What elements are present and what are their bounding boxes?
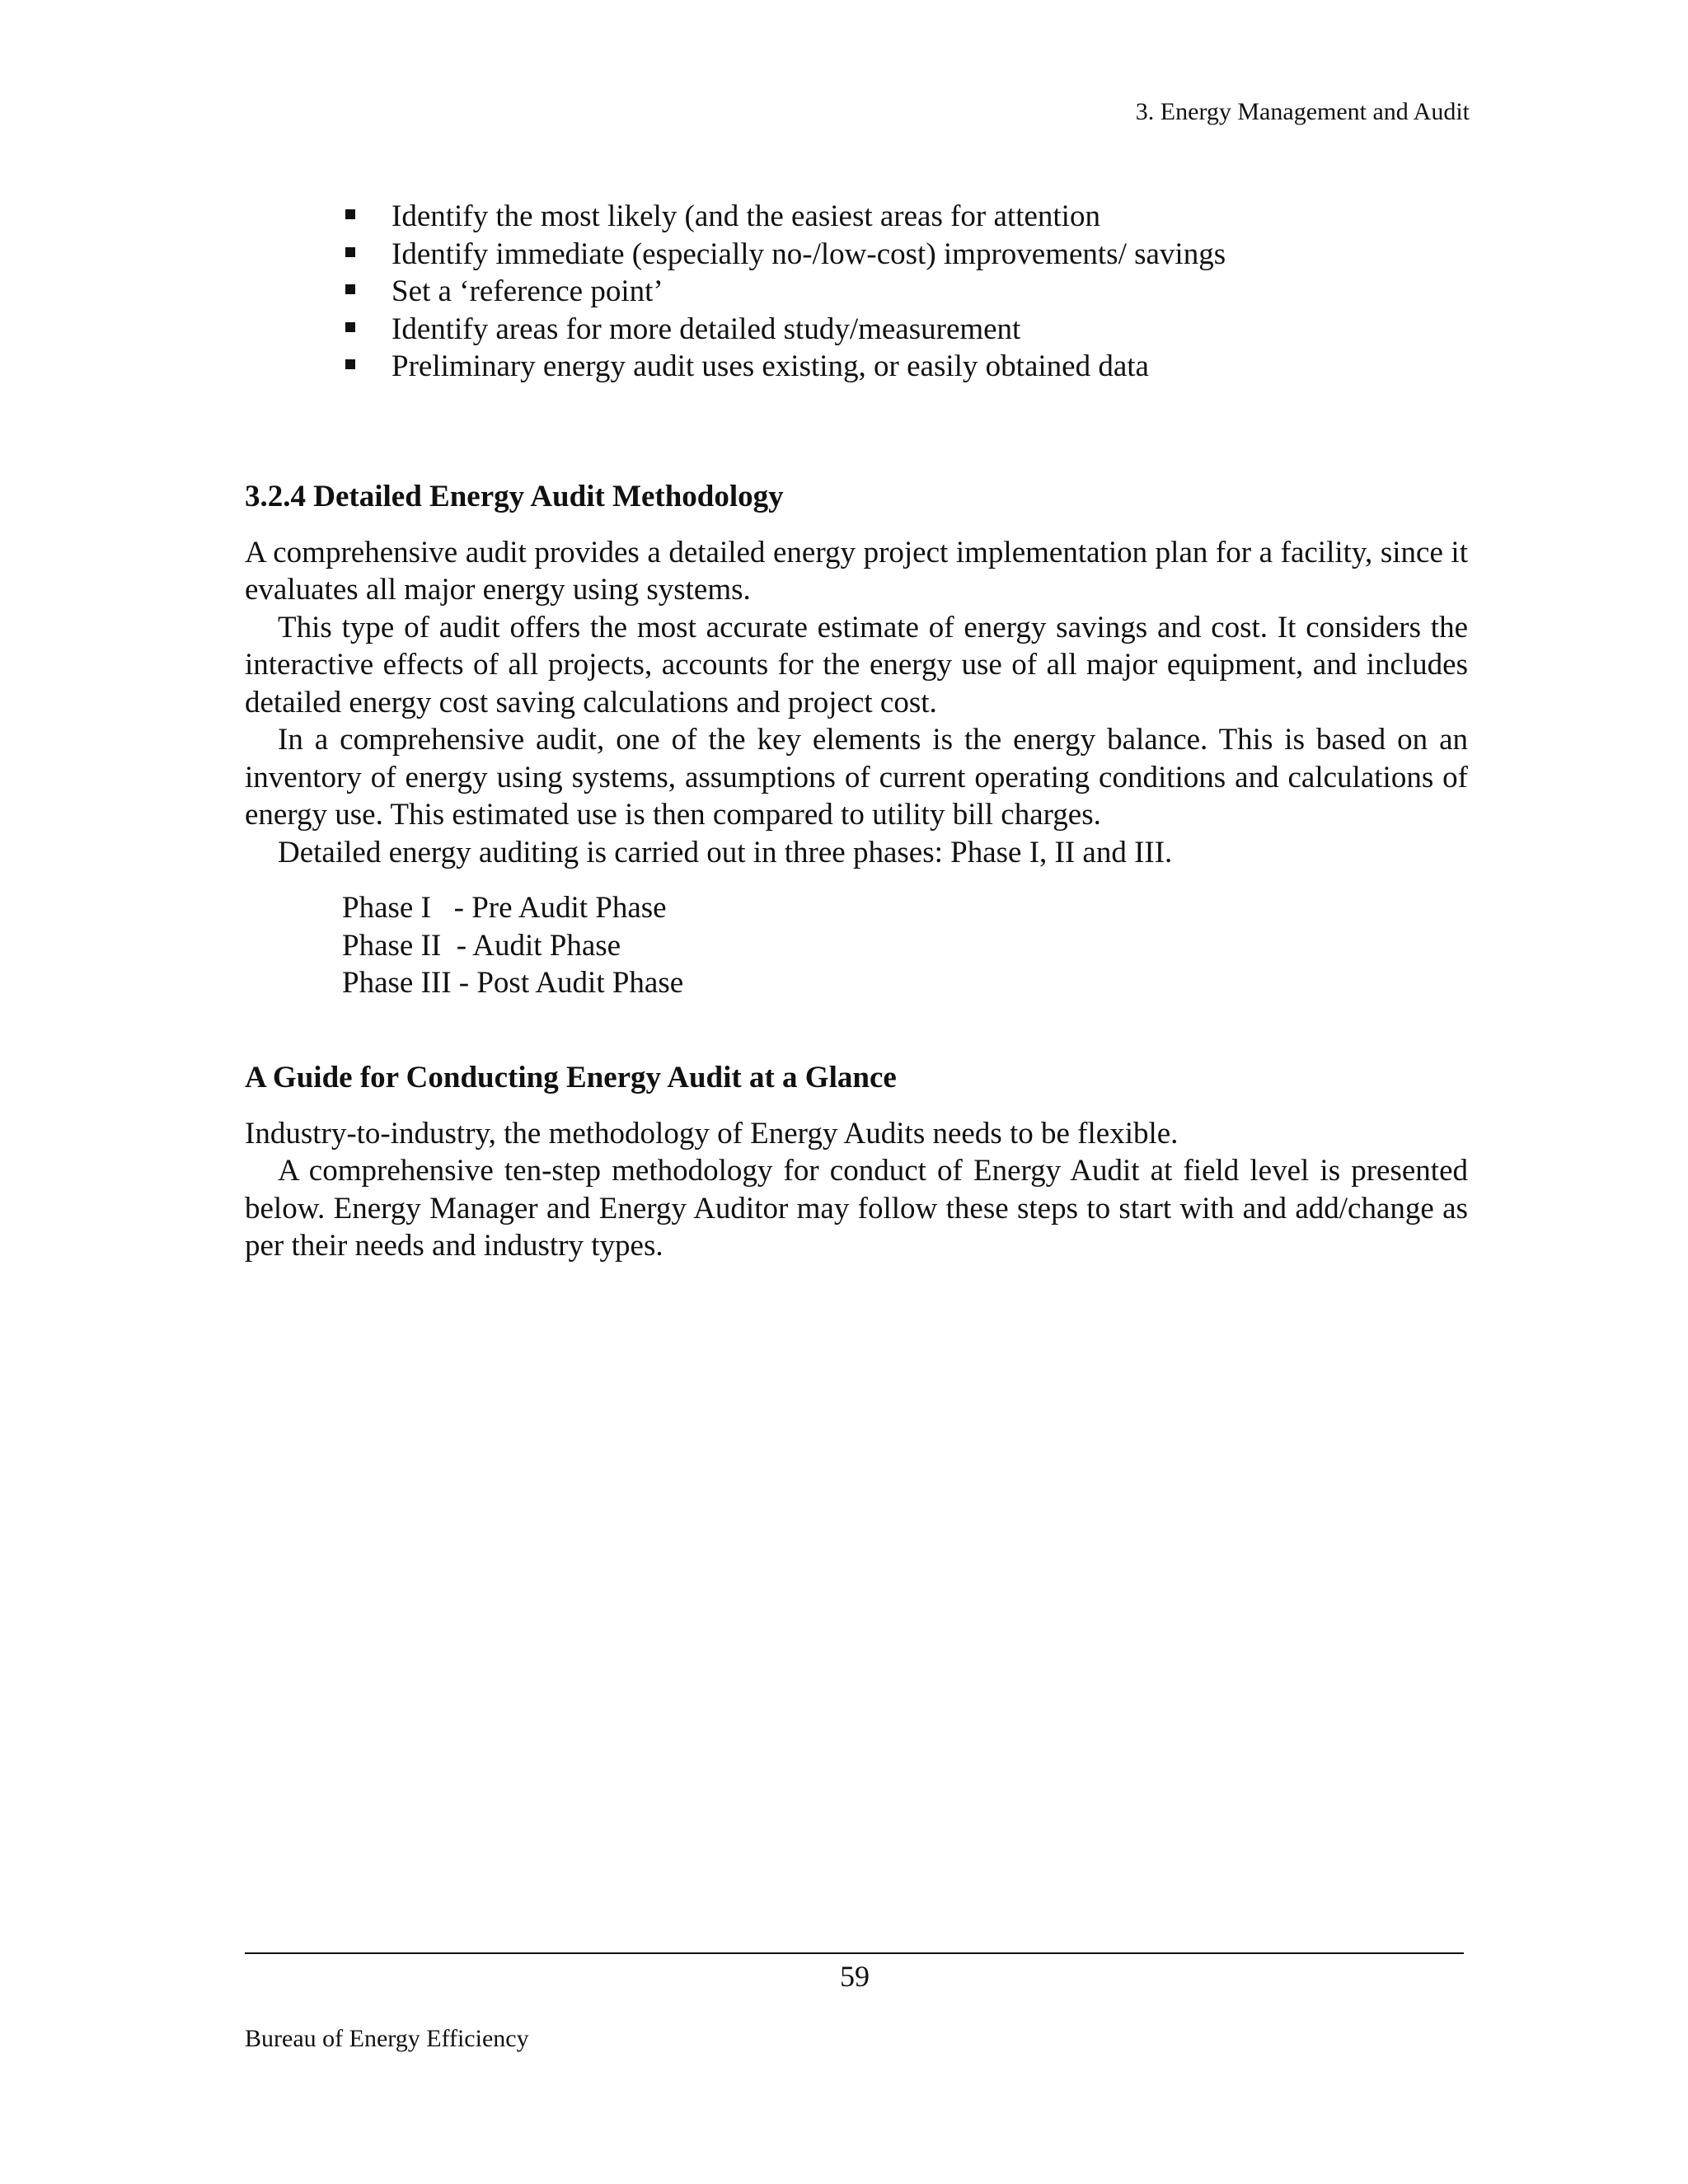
list-item — [342, 198, 1226, 236]
section-detailed-audit-methodology — [245, 478, 1468, 1002]
paragraph: Detailed energy auditing is carried out in three phases: Phase I, II and III. — [278, 835, 1173, 869]
section-heading: 3.2.4 Detailed Energy Audit Methodology — [245, 480, 784, 513]
list-item-text: Preliminary energy audit uses existing, or easily obtained data — [392, 349, 1149, 383]
running-header: 3. Energy Management and Audit — [1135, 98, 1470, 125]
paragraph: Industry-to-industry, the methodology of Energy Audits needs to be flexible. — [245, 1116, 1179, 1151]
paragraph: A comprehensive ten-step methodology for conduct of Energy Audit at field level is presented below. Energy Manager and Energy Auditor may follow these steps to start with and add/change as per their needs and industry types. — [245, 1154, 1468, 1263]
section-heading: A Guide for Conducting Energy Audit at a Glance — [245, 1061, 897, 1094]
section-guide — [245, 1059, 1468, 1265]
square-bullet-icon — [345, 247, 355, 257]
phase-list — [342, 889, 1468, 1002]
list-item — [342, 348, 1226, 386]
paragraph: In a comprehensive audit, one of the key elements is the energy balance. This is based on an inventory of energy using systems, assumptions of current operating conditions and calculations of energy use. This estimated use is then compared to utility bill charges. — [245, 723, 1468, 832]
square-bullet-icon — [345, 359, 355, 369]
paragraph: This type of audit offers the most accurate estimate of energy savings and cost. It considers the interactive effects of all projects, accounts for the energy use of all major equipment, and includes detailed energy cost saving calculations and project cost. — [245, 610, 1468, 719]
footer-organization: Bureau of Energy Efficiency — [245, 2025, 529, 2052]
square-bullet-icon — [345, 209, 355, 219]
list-item-text: Identify areas for more detailed study/measurement — [392, 312, 1021, 346]
phase-item: Phase II - Audit Phase — [342, 928, 621, 963]
page-number: 59 — [840, 1960, 870, 1993]
paragraph: A comprehensive audit provides a detailed energy project implementation plan for a facility, since it evaluates all major energy using systems. — [245, 535, 1468, 607]
footer-divider — [245, 1952, 1464, 1954]
bullet-list — [342, 198, 1226, 386]
list-item — [342, 273, 1226, 311]
square-bullet-icon — [345, 284, 355, 294]
phase-item: Phase I - Pre Audit Phase — [342, 891, 667, 925]
square-bullet-icon — [345, 322, 355, 332]
list-item-text: Identify immediate (especially no-/low-cost) improvements/ savings — [392, 237, 1226, 271]
list-item-text: Set a ‘reference point’ — [392, 274, 663, 308]
list-item — [342, 236, 1226, 274]
list-item — [342, 311, 1226, 349]
list-item-text: Identify the most likely (and the easiest areas for attention — [392, 199, 1100, 233]
phase-item: Phase III - Post Audit Phase — [342, 966, 684, 1000]
